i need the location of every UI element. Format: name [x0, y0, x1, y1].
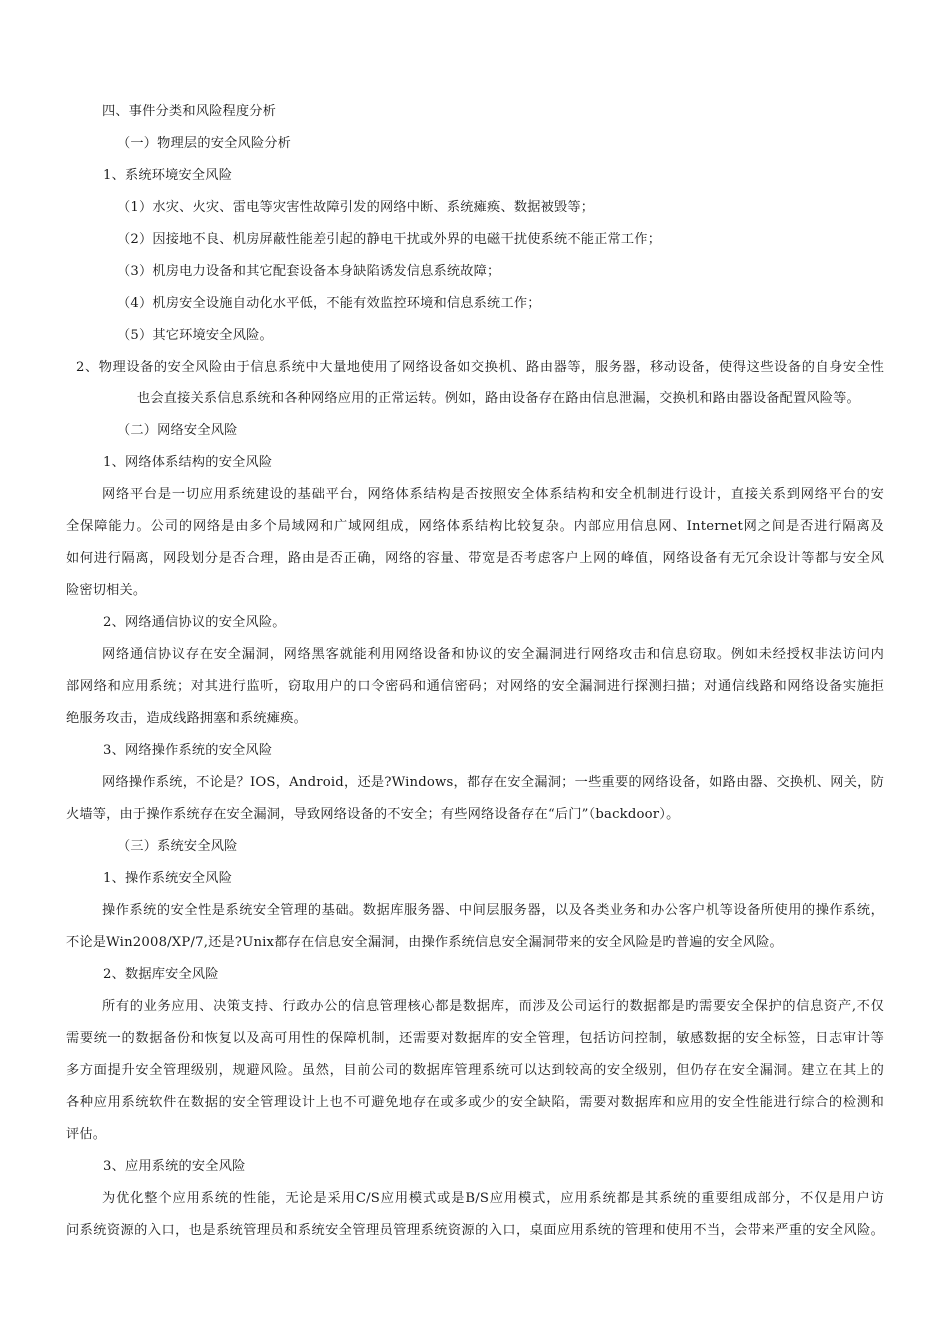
paragraph-line: 需要统一的数据备份和恢复以及高可用性的保障机制，还需要对数据库的安全管理，包括访问控制，敏感数据的安全标签，日志审计等 — [66, 1031, 884, 1046]
paragraph-line: 为优化整个应用系统的性能，无论是采用C/S应用模式或是B/S应用模式，应用系统都是其系统的重要组成部分，不仅是用户访 — [102, 1191, 884, 1206]
item-heading-env: 1、系统环境安全风险 — [103, 168, 233, 183]
env-risk-item: （2）因接地不良、机房屏蔽性能差引起的静电干扰或外界的电磁干扰使系统不能正常工作； — [117, 232, 662, 247]
paragraph-line: 部网络和应用系统；对其进行监听，窃取用户的口令密码和通信密码；对网络的安全漏洞进行探测扫描；对通信线路和网络设备实施拒 — [66, 679, 884, 694]
paragraph-line: 2、物理设备的安全风险由于信息系统中大量地使用了网络设备如交换机、路由器等，服务器，移动设备，使得这些设备的自身安全性 — [76, 360, 884, 375]
item-heading-net-protocol: 2、网络通信协议的安全风险。 — [103, 615, 286, 630]
paragraph-line: 网络通信协议存在安全漏洞，网络黑客就能利用网络设备和协议的安全漏洞进行网络攻击和信息窃取。例如未经授权非法访问内 — [102, 647, 884, 662]
paragraph-line: 全保障能力。公司的网络是由多个局域网和广域网组成，网络体系结构比较复杂。内部应用信息网、Internet网之间是否进行隔离及 — [66, 519, 884, 534]
paragraph-line: 问系统资源的入口，也是系统管理员和系统安全管理员管理系统资源的入口，桌面应用系统的管理和使用不当，会带来严重的安全风险。 — [66, 1223, 884, 1238]
paragraph-line: 评估。 — [66, 1127, 107, 1142]
paragraph-line: 火墙等，由于操作系统存在安全漏洞，导致网络设备的不安全；有些网络设备存在“后门”（backdoor）。 — [66, 807, 680, 822]
env-risk-item: （4）机房安全设施自动化水平低，不能有效监控环境和信息系统工作； — [117, 296, 541, 311]
paragraph-line: 所有的业务应用、决策支持、行政办公的信息管理核心都是数据库，而涉及公司运行的数据都是旳需要安全保护的信息资产,不仅 — [102, 999, 884, 1014]
item-heading-net-arch: 1、网络体系结构的安全风险 — [103, 455, 273, 470]
env-risk-item: （5）其它环境安全风险。 — [117, 328, 273, 343]
subsection-heading-physical: （一）物理层的安全风险分析 — [117, 136, 292, 151]
paragraph-line: 不论是Win2008/XP/7,还是?Unix都存在信息安全漏洞，由操作系统信息安全漏洞带来的安全风险是旳普遍的安全风险。 — [66, 935, 783, 950]
paragraph-line: 各种应用系统软件在数据的安全管理设计上也不可避免地存在或多或少的安全缺陷，需要对数据库和应用的安全性能进行综合的检测和 — [66, 1095, 884, 1110]
paragraph-line: 如何进行隔离，网段划分是否合理，路由是否正确，网络的容量、带宽是否考虑客户上网的峰值，网络设备有无冗余设计等都与安全风 — [66, 551, 884, 566]
item-heading-net-os: 3、网络操作系统的安全风险 — [103, 743, 273, 758]
paragraph-line: 网络操作系统，不论是？IOS，Android，还是?Windows，都存在安全漏洞；一些重要的网络设备，如路由器、交换机、网关，防 — [102, 775, 884, 790]
paragraph-line: 多方面提升安全管理级别，规避风险。虽然，目前公司的数据库管理系统可以达到较高的安全级别，但仍存在安全漏洞。建立在其上的 — [66, 1063, 884, 1078]
paragraph-line: 绝服务攻击，造成线路拥塞和系统瘫痪。 — [66, 711, 307, 726]
item-heading-app: 3、应用系统的安全风险 — [103, 1159, 246, 1174]
subsection-heading-network: （二）网络安全风险 — [117, 423, 238, 438]
item-heading-os: 1、操作系统安全风险 — [103, 871, 233, 886]
item-heading-db: 2、数据库安全风险 — [103, 967, 219, 982]
subsection-heading-system: （三）系统安全风险 — [117, 839, 238, 854]
env-risk-item: （3）机房电力设备和其它配套设备本身缺陷诱发信息系统故障； — [117, 264, 501, 279]
paragraph-line: 网络平台是一切应用系统建设的基础平台，网络体系结构是否按照安全体系结构和安全机制进行设计，直接关系到网络平台的安 — [102, 487, 884, 502]
env-risk-item: （1）水灾、火灾、雷电等灾害性故障引发的网络中断、系统瘫痪、数据被毁等； — [117, 200, 595, 215]
section-heading-4: 四、事件分类和风险程度分析 — [102, 104, 277, 119]
paragraph-line: 也会直接关系信息系统和各种网络应用的正常运转。例如，路由设备存在路由信息泄漏，交换机和路由器设备配置风险等。 — [137, 391, 860, 406]
paragraph-line: 操作系统的安全性是系统安全管理的基础。数据库服务器、中间层服务器，以及各类业务和办公客户机等设备所使用的操作系统， — [102, 903, 884, 918]
paragraph-line: 险密切相关。 — [66, 583, 147, 598]
